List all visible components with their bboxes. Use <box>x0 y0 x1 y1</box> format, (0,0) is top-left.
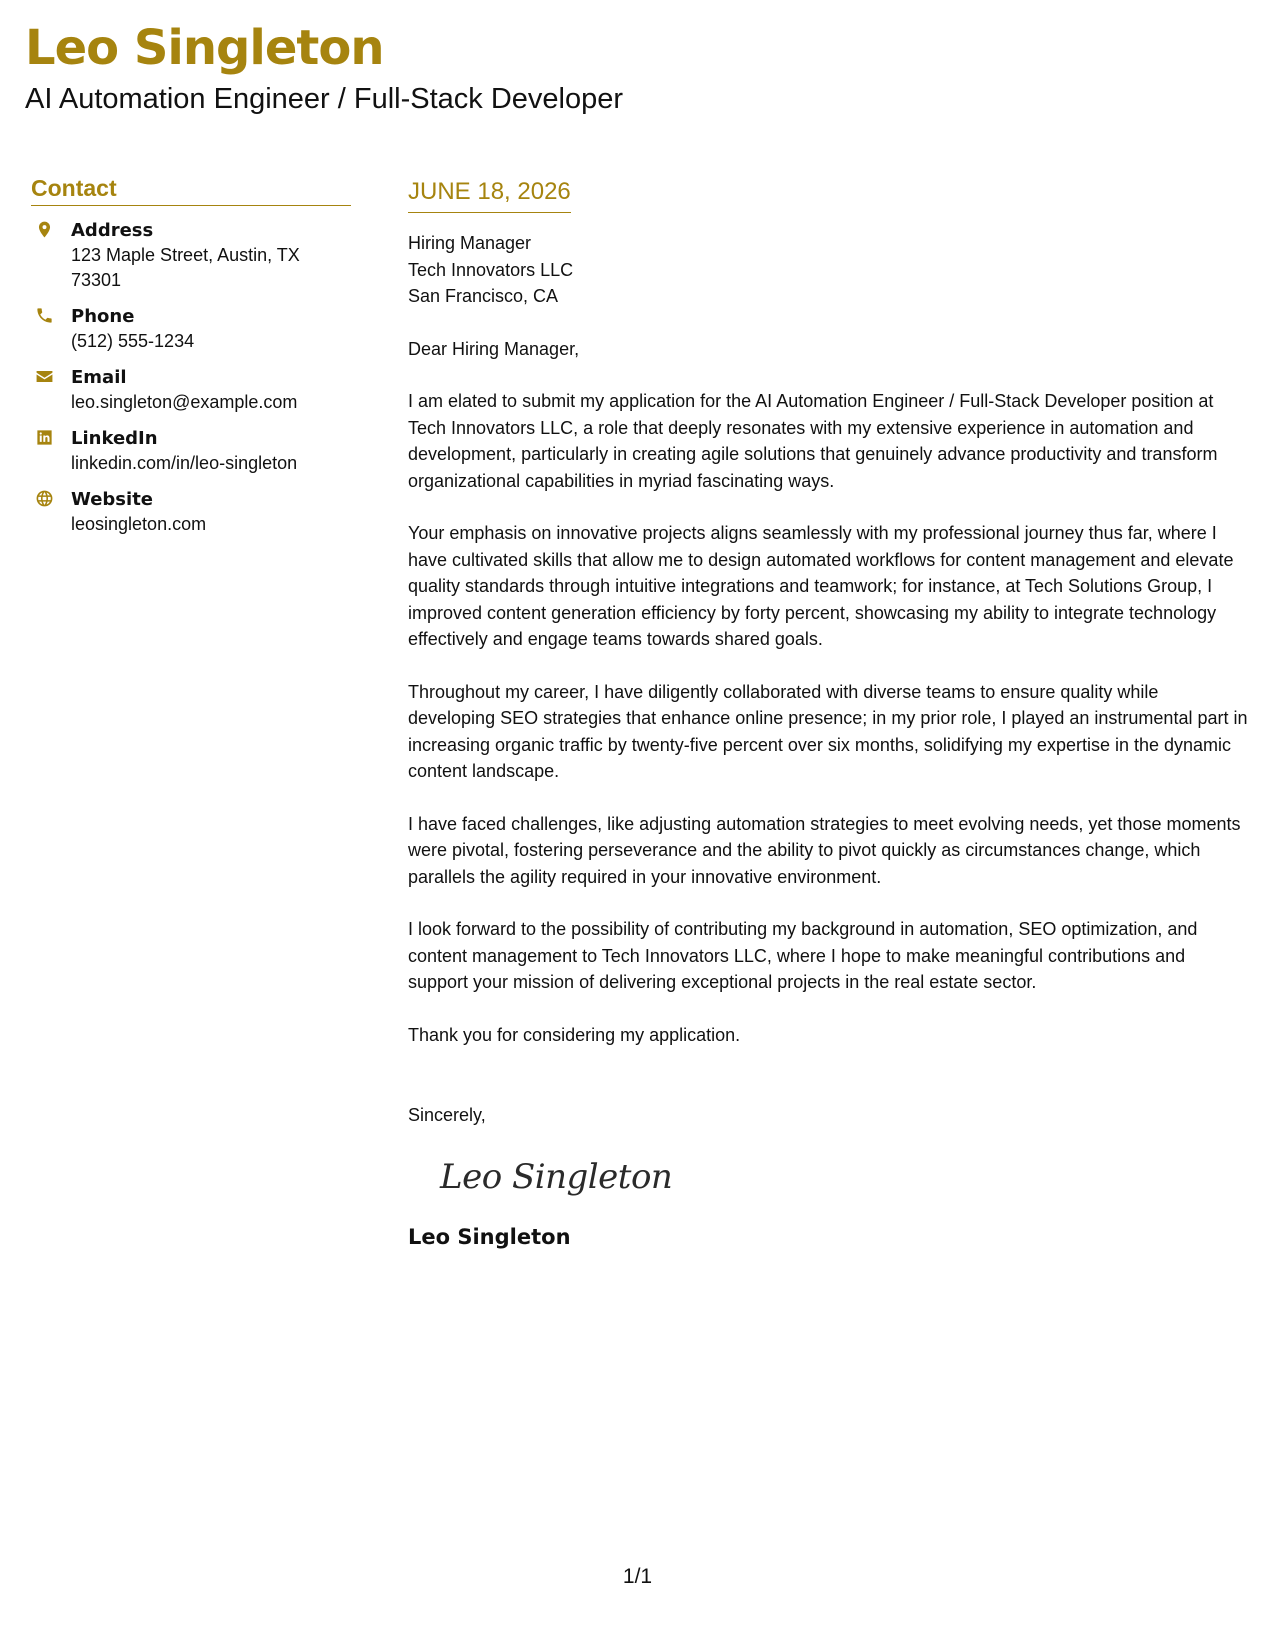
contact-value: leosingleton.com <box>71 514 207 534</box>
contact-item-email <box>31 365 351 415</box>
applicant-role: AI Automation Engineer / Full-Stack Developer <box>25 83 624 115</box>
map-pin-icon <box>34 219 54 239</box>
contact-heading: Contact <box>31 175 351 206</box>
salutation: Dear Hiring Manager, <box>408 338 580 359</box>
page-number: 1/1 <box>622 1565 653 1588</box>
letter-paragraph: Your emphasis on innovative projects aligns seamlessly with my professional journey thus far, where I have cultivated skills that allow me to design automated workflows for content management and elevate quality standards through intuitive integrations and teamwork; for instance, at Tech Solutions Group, I improved content generation efficiency by forty percent, showcasing my ability to integrate technology effectively and engage teams towards shared goals. <box>408 523 1234 649</box>
linkedin-icon <box>34 427 54 447</box>
letter-date: JUNE 18, 2026 <box>408 178 571 213</box>
letter-paragraph: Thank you for considering my application. <box>408 1024 741 1045</box>
letter-paragraph: I am elated to submit my application for the AI Automation Engineer / Full-Stack Developer position at Tech Innovators LLC, a role that deeply resonates with my extensive experience in automation and development, particularly in creating agile solutions that genuinely advance productivity and transform organizational capabilities in myriad fascinating ways. <box>408 391 1218 491</box>
contact-value: 123 Maple Street, Austin, TX 73301 <box>71 245 300 290</box>
recipient-block <box>408 230 1250 310</box>
contact-label: LinkedIn <box>71 428 158 449</box>
contact-value: leo.singleton@example.com <box>71 392 298 412</box>
signer-name: Leo Singleton <box>408 1224 571 1249</box>
envelope-icon <box>34 366 54 386</box>
contact-sidebar <box>31 175 351 537</box>
letter-body <box>408 178 1250 1249</box>
phone-icon <box>34 305 54 325</box>
letter-paragraph: Throughout my career, I have diligently collaborated with diverse teams to ensure quality while developing SEO strategies that enhance online presence; in my prior role, I played an instrumental part in increasing organic traffic by twenty-five percent over six months, solidifying my expertise in the dynamic content landscape. <box>408 681 1248 781</box>
contact-label: Phone <box>71 306 135 327</box>
contact-label: Website <box>71 489 154 510</box>
handwritten-signature: Leo Singleton <box>440 1156 673 1197</box>
contact-value: (512) 555-1234 <box>71 331 195 351</box>
closing: Sincerely, <box>408 1105 486 1125</box>
recipient-line: Tech Innovators LLC <box>408 259 574 280</box>
contact-item-address <box>31 218 351 293</box>
contact-item-website <box>31 487 351 537</box>
contact-item-linkedin <box>31 426 351 476</box>
letter-paragraph: I have faced challenges, like adjusting automation strategies to meet evolving needs, yet those moments were pivotal, fostering perseverance and the ability to pivot quickly as circumstances change, which parallels the agility required in your innovative environment. <box>408 813 1241 887</box>
recipient-line: Hiring Manager <box>408 233 532 253</box>
applicant-name: Leo Singleton <box>25 20 384 76</box>
contact-value: linkedin.com/in/leo-singleton <box>71 453 298 473</box>
contact-label: Email <box>71 367 127 388</box>
contact-item-phone <box>31 304 351 354</box>
recipient-line: San Francisco, CA <box>408 286 559 306</box>
globe-icon <box>34 488 54 508</box>
contact-label: Address <box>71 220 154 241</box>
letter-paragraph: I look forward to the possibility of contributing my background in automation, SEO optimization, and content management to Tech Innovators LLC, where I hope to make meaningful contributions and support your mission of delivering exceptional projects in the real estate sector. <box>408 919 1198 992</box>
